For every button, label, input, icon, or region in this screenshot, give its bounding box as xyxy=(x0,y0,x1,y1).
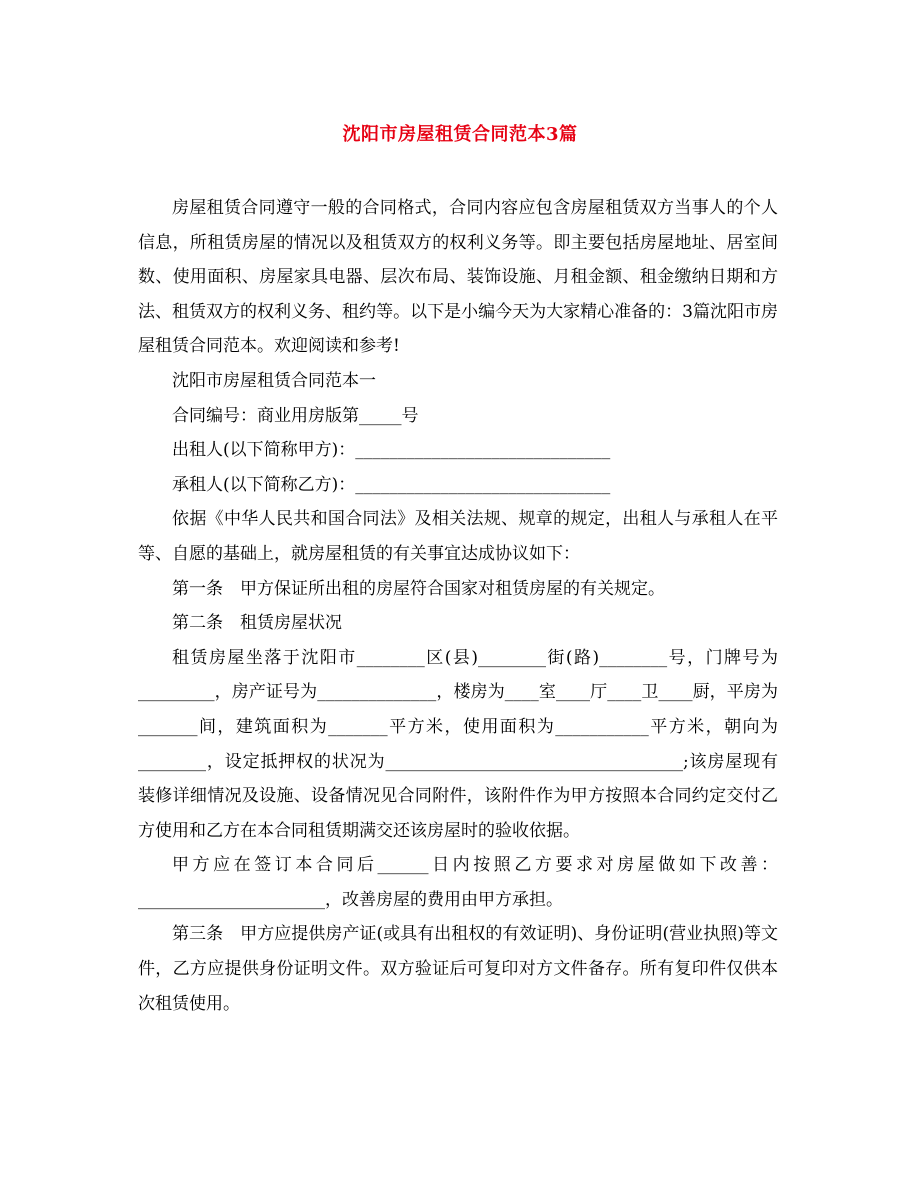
contract-number: 合同编号：商业用房版第_____号 xyxy=(172,405,419,426)
lessor-line: 出租人(以下简称甲方)：______________________________ xyxy=(172,440,611,461)
lessee-line: 承租人(以下简称乙方)：______________________________ xyxy=(172,474,611,495)
improvement-paragraph: 甲方应在签订本合同后______日内按照乙方要求对房屋做如下改善：______________________，改善房屋的费用由甲方承担。 xyxy=(138,855,778,910)
property-details-paragraph: 租赁房屋坐落于沈阳市________区(县)________街(路)________号，门牌号为_________，房产证号为______________，楼房为____室____厅____卫____厨，平房为_______间，建筑面积为_______平方米，使用面积为___________平方米，朝向为________，设定抵押权的状况为___________________________________;该房屋现有装修详细情况及设施、设备情况见合同附件，该附件作为甲方按照本合同约定交付乙方使用和乙方在本合同租赁期满交还该房屋时的验收依据。 xyxy=(138,647,778,841)
intro-paragraph: 房屋租赁合同遵守一般的合同格式，合同内容应包含房屋租赁双方当事人的个人信息，所租赁房屋的情况以及租赁双方的权利义务等。即主要包括房屋地址、居室间数、使用面积、房屋家具电器、层次布局、装饰设施、月租金额、租金缴纳日期和方法、租赁双方的权利义务、租约等。以下是小编今天为大家精心准备的：3篇沈阳市房屋租赁合同范本。欢迎阅读和参考! xyxy=(138,198,778,357)
article-two-heading: 第二条 租赁房屋状况 xyxy=(172,613,342,634)
article-one: 第一条 甲方保证所出租的房屋符合国家对租赁房屋的有关规定。 xyxy=(172,578,665,599)
article-three: 第三条 甲方应提供房产证(或具有出租权的有效证明)、身份证明(营业执照)等文件，乙方应提供身份证明文件。双方验证后可复印对方文件备存。所有复印件仅供本次租赁使用。 xyxy=(138,924,778,1014)
document-title: 沈阳市房屋租赁合同范本3篇 xyxy=(342,124,578,145)
preamble-paragraph: 依据《中华人民共和国合同法》及相关法规、规章的规定，出租人与承租人在平等、自愿的基础上，就房屋租赁的有关事宜达成协议如下： xyxy=(138,509,778,564)
document-body xyxy=(138,191,778,1021)
section-heading: 沈阳市房屋租赁合同范本一 xyxy=(172,370,376,391)
